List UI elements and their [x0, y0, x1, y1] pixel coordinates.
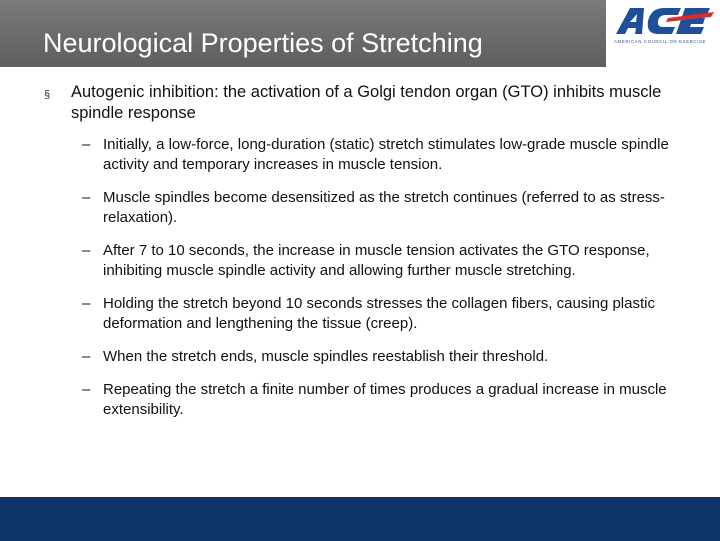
sub-bullet: [82, 188, 682, 228]
bullet-square-icon: §: [44, 89, 51, 101]
slide-title: Neurological Properties of Stretching: [43, 28, 483, 58]
sub-bullet-text: Holding the stretch beyond 10 seconds stresses the collagen fibers, causing plastic deformation and lengthening the tissue (creep).: [103, 295, 655, 332]
ace-logo-graphic: [606, 0, 720, 67]
sub-bullet: [82, 294, 682, 334]
sub-bullet: [82, 135, 682, 175]
sub-bullet-text: Initially, a low-force, long-duration (static) stretch stimulates low-grade muscle spindle activity and temporary increases in muscle tension.: [103, 136, 669, 173]
main-bullet: [44, 82, 684, 124]
sub-bullet: [82, 347, 682, 367]
main-bullet-text: Autogenic inhibition: the activation of a Golgi tendon organ (GTO) inhibits muscle spindle response: [71, 83, 662, 122]
sub-bullet-list: [82, 135, 682, 433]
dash-icon: –: [82, 136, 91, 153]
logo-letter-a: [616, 8, 644, 34]
footer-bar: [0, 497, 720, 541]
sub-bullet-text: Muscle spindles become desensitized as the stretch continues (referred to as stress-relaxation).: [103, 189, 665, 226]
dash-icon: –: [82, 295, 91, 312]
sub-bullet-text: When the stretch ends, muscle spindles reestablish their threshold.: [103, 348, 549, 365]
logo-letter-c: [648, 8, 681, 34]
ace-logo: [606, 0, 720, 67]
dash-icon: –: [82, 189, 91, 206]
title-bar: [0, 0, 720, 67]
logo-tagline: AMERICAN COUNCIL ON EXERCISE: [614, 39, 707, 44]
sub-bullet-text: After 7 to 10 seconds, the increase in muscle tension activates the GTO response, inhibiting muscle spindle activity and allowing further muscle stretching.: [103, 242, 650, 279]
dash-icon: –: [82, 348, 91, 365]
sub-bullet-text: Repeating the stretch a finite number of times produces a gradual increase in muscle extensibility.: [103, 381, 667, 418]
dash-icon: –: [82, 381, 91, 398]
logo-letter-e: [676, 8, 710, 34]
sub-bullet: [82, 241, 682, 281]
dash-icon: –: [82, 242, 91, 259]
sub-bullet: [82, 380, 682, 420]
